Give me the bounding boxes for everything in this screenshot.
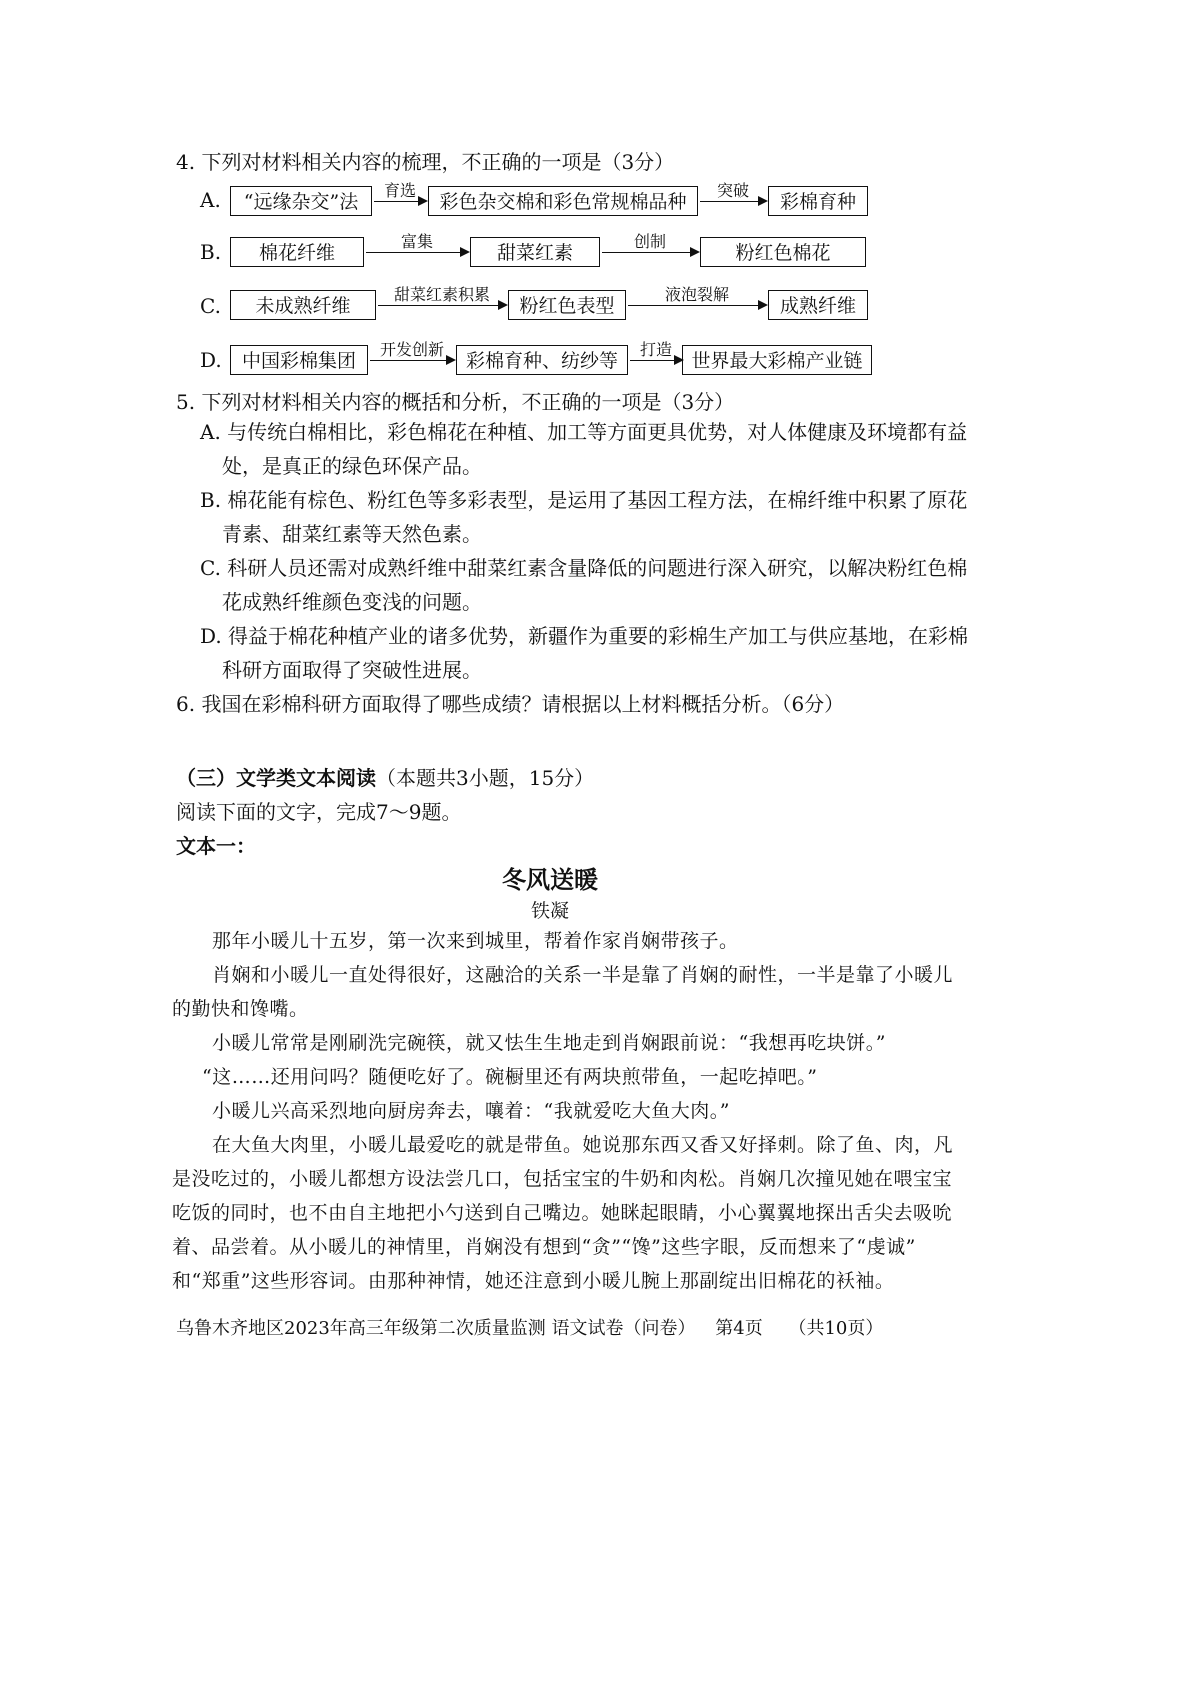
story-paragraph-6-line-4: 着、品尝着。从小暖儿的神情里，肖娴没有想到“贪”“馋”这些字眼，反而想来了“虔诚” <box>172 1236 916 1258</box>
story-paragraph-5: 小暖儿兴高采烈地向厨房奔去，嚷着：“我就爱吃大鱼大肉。” <box>212 1100 730 1122</box>
section-heading <box>176 762 594 791</box>
arrow-right-icon <box>374 201 426 202</box>
story-paragraph-6-line-2: 是没吃过的，小暖儿都想方设法尝几口，包括宝宝的牛奶和肉松。肖娴几次撞见她在喂宝宝 <box>172 1168 953 1190</box>
q5-option-d-line-1: D. 得益于棉花种植产业的诸多优势，新疆作为重要的彩棉生产加工与供应基地，在彩棉 <box>200 624 969 648</box>
arrow-right-icon <box>628 305 766 306</box>
q4-option-d-letter: D. <box>200 348 222 372</box>
arrow-right-icon <box>378 305 506 306</box>
q4-d-box-2: 彩棉育种、纺纱等 <box>456 345 628 375</box>
q5-option-b-line-2: 青素、甜菜红素等天然色素。 <box>222 522 482 546</box>
q4-b-arrow-label-1: 富集 <box>400 232 433 251</box>
q4-b-arrow-label-2: 创制 <box>633 232 666 251</box>
q4-option-a-letter: A. <box>200 188 221 212</box>
story-author: 铁凝 <box>530 900 569 922</box>
arrow-right-icon <box>366 252 468 253</box>
arrow-right-icon <box>602 252 698 253</box>
q4-a-arrow-label-1: 育选 <box>383 181 416 200</box>
q6-stem: 6. 我国在彩棉科研方面取得了哪些成绩？请根据以上材料概括分析。（6分） <box>176 692 845 716</box>
section-instruction: 阅读下面的文字，完成7～9题。 <box>176 800 462 824</box>
q4-d-box-1: 中国彩棉集团 <box>230 345 368 375</box>
q4-b-box-3: 粉红色棉花 <box>700 237 866 267</box>
q4-a-arrow-label-2: 突破 <box>716 181 749 200</box>
story-paragraph-6-line-3: 吃饭的同时，也不由自主地把小勺送到自己嘴边。她眯起眼睛，小心翼翼地探出舌尖去吸吮 <box>172 1202 953 1224</box>
story-paragraph-2-line-1: 肖娴和小暖儿一直处得很好，这融洽的关系一半是靠了肖娴的耐性，一半是靠了小暖儿 <box>212 964 954 986</box>
footer-exam-title: 乌鲁木齐地区2023年高三年级第二次质量监测 语文试卷（问卷） <box>176 1318 696 1339</box>
story-paragraph-4: “这……还用问吗？随便吃好了。碗橱里还有两块煎带鱼，一起吃掉吧。” <box>202 1066 818 1088</box>
arrow-right-icon <box>700 201 766 202</box>
q4-b-box-1: 棉花纤维 <box>230 237 364 267</box>
q4-c-box-2: 粉红色表型 <box>508 290 626 320</box>
q5-option-c-line-2: 花成熟纤维颜色变浅的问题。 <box>222 590 482 614</box>
q4-d-box-3: 世界最大彩棉产业链 <box>682 345 872 375</box>
q4-option-c-letter: C. <box>200 294 221 318</box>
section-heading-note: （本题共3小题，15分） <box>376 766 595 790</box>
q4-a-box-3: 彩棉育种 <box>768 186 868 216</box>
arrow-right-icon <box>630 360 682 361</box>
q4-option-b-letter: B. <box>200 240 222 264</box>
q4-c-box-3: 成熟纤维 <box>768 290 868 320</box>
text-one-label: 文本一： <box>176 834 256 858</box>
q4-c-arrow-label-2: 液泡裂解 <box>664 285 729 304</box>
q5-option-b-line-1: B. 棉花能有棕色、粉红色等多彩表型，是运用了基因工程方法，在棉纤维中积累了原花 <box>200 488 968 512</box>
story-paragraph-3: 小暖儿常常是刚刷洗完碗筷，就又怯生生地走到肖娴跟前说：“我想再吃块饼。” <box>212 1032 886 1054</box>
q5-stem: 5. 下列对材料相关内容的概括和分析，不正确的一项是（3分） <box>176 390 735 414</box>
arrow-right-icon <box>370 360 454 361</box>
story-paragraph-6-line-1: 在大鱼大肉里，小暖儿最爱吃的就是带鱼。她说那东西又香又好择刺。除了鱼、肉，凡 <box>212 1134 954 1156</box>
page-footer <box>176 1314 883 1340</box>
q4-a-box-1: “远缘杂交”法 <box>230 186 372 216</box>
q4-d-arrow-label-2: 打造 <box>639 340 672 359</box>
story-paragraph-2-line-2: 的勤快和馋嘴。 <box>172 998 309 1020</box>
story-paragraph-6-line-5: 和“郑重”这些形容词。由那种神情，她还注意到小暖儿腕上那副绽出旧棉花的袄袖。 <box>172 1270 895 1292</box>
q5-option-a-line-1: A. 与传统白棉相比，彩色棉花在种植、加工等方面更具优势，对人体健康及环境都有益 <box>200 420 968 444</box>
footer-page-number: 第4页 <box>715 1318 763 1339</box>
story-title: 冬风送暖 <box>502 865 598 894</box>
q4-stem: 4. 下列对材料相关内容的梳理，不正确的一项是（3分） <box>176 150 675 174</box>
q4-c-arrow-label-1: 甜菜红素积累 <box>393 285 490 304</box>
footer-total-pages: （共10页） <box>788 1318 884 1339</box>
story-paragraph-1: 那年小暖儿十五岁，第一次来到城里，帮着作家肖娴带孩子。 <box>212 930 739 952</box>
q4-c-box-1: 未成熟纤维 <box>230 290 376 320</box>
q5-option-a-line-2: 处，是真正的绿色环保产品。 <box>222 454 482 478</box>
q5-option-d-line-2: 科研方面取得了突破性进展。 <box>222 658 482 682</box>
q5-option-c-line-1: C. 科研人员还需对成熟纤维中甜菜红素含量降低的问题进行深入研究，以解决粉红色棉 <box>200 556 968 580</box>
q4-d-arrow-label-1: 开发创新 <box>379 340 444 359</box>
q4-b-box-2: 甜菜红素 <box>470 237 600 267</box>
q4-a-box-2: 彩色杂交棉和彩色常规棉品种 <box>428 186 698 216</box>
section-heading-title: （三）文学类文本阅读 <box>176 766 376 790</box>
